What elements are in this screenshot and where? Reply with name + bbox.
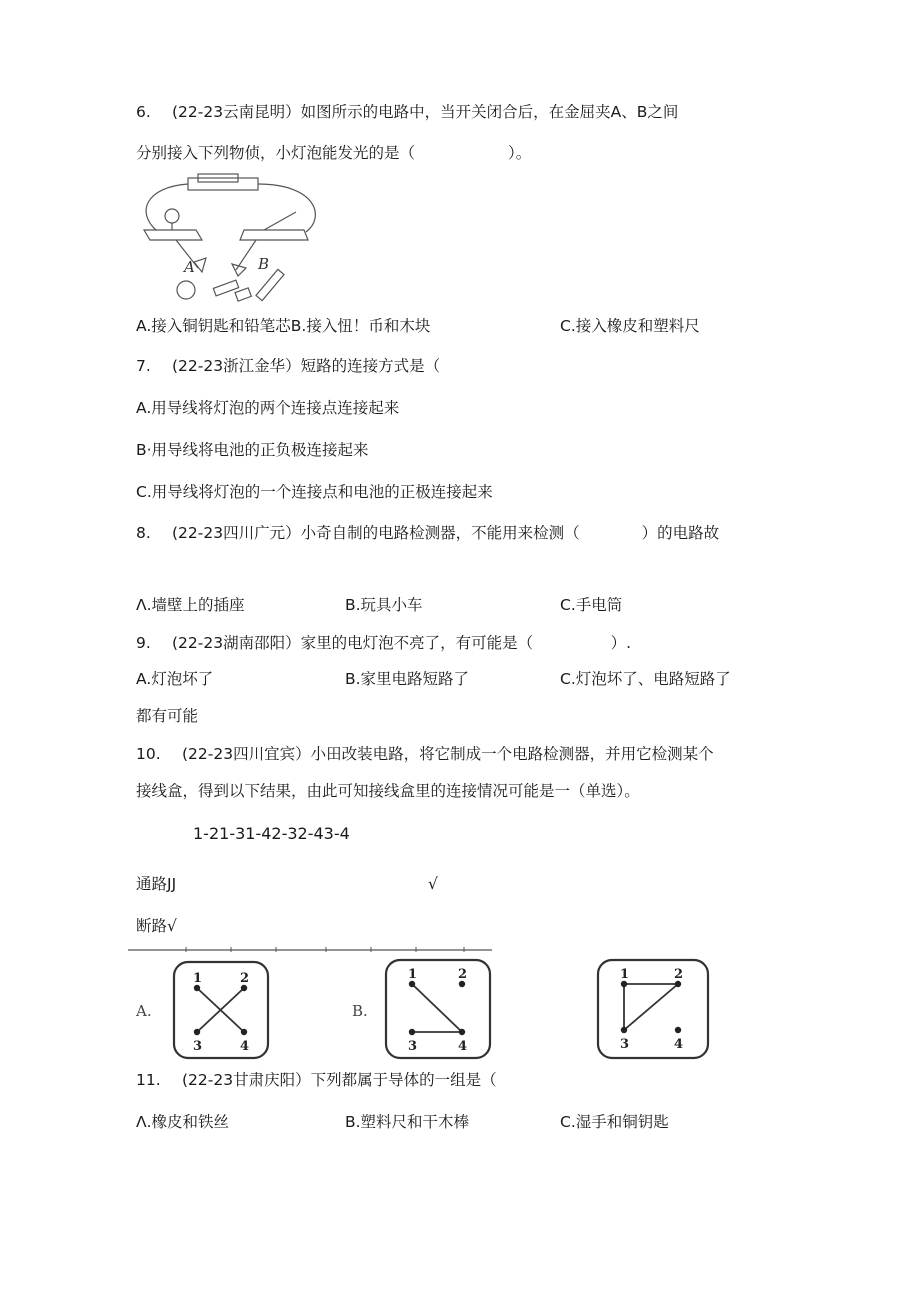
question-10-line-1 — [136, 744, 714, 764]
row-broken-label: 断路√ — [136, 917, 177, 935]
svg-text:4: 4 — [674, 1037, 684, 1052]
svg-text:2: 2 — [240, 971, 250, 986]
option-b: B·用导线将电池的正负极连接起来 — [136, 441, 369, 459]
option-b: B.塑料尺和干木棒 — [345, 1113, 470, 1131]
svg-text:4: 4 — [458, 1039, 468, 1054]
question-8-stem-line — [136, 523, 719, 543]
question-number: 9. — [136, 634, 151, 652]
junction-box-figures — [126, 944, 726, 1066]
option-a-label: A. — [136, 1002, 152, 1020]
row-connected-check: √ — [428, 875, 438, 893]
question-stem: (22-23湖南邵阳）家里的电灯泡不亮了，有可能是（ ）. — [172, 634, 632, 652]
question-number: 8. — [136, 524, 151, 542]
option-a: Λ.橡皮和铁丝 — [136, 1113, 230, 1131]
option-c: C.用导线将灯泡的一个连接点和电池的正极连接起来 — [136, 483, 493, 501]
question-stem: (22-23甘肃庆阳）下列都属于导体的一组是（ — [182, 1071, 497, 1089]
svg-text:4: 4 — [240, 1039, 250, 1054]
clip-a-label: A — [184, 258, 195, 276]
question-6-line-1 — [136, 102, 678, 122]
option-b: B.家里电路短路了 — [345, 670, 470, 688]
option-c: C.手电筒 — [560, 596, 623, 614]
circuit-figure — [136, 172, 336, 307]
row-connected-label: 通路JJ — [136, 875, 177, 893]
question-9-stem-line — [136, 633, 631, 653]
question-stem: (22-23四川宜宾）小田改装电路，将它制成一个电路检测器，并用它检测某个 — [182, 745, 714, 763]
question-number: 11. — [136, 1071, 161, 1089]
question-stem: (22-23浙江金华）短路的连接方式是（ — [172, 357, 441, 375]
bulb-icon — [165, 209, 179, 223]
question-stem: (22-23云南昆明）如图所示的电路中，当开关闭合后，在金屈夹A、B之间 — [172, 103, 679, 121]
test-table-header: 1-21-31-42-32-43-4 — [193, 824, 350, 843]
question-number: 10. — [136, 745, 161, 763]
option-c: C.灯泡坏了、电路短路了 — [560, 670, 731, 688]
svg-text:1: 1 — [408, 967, 418, 982]
question-11-stem-line — [136, 1070, 497, 1090]
coin-icon — [177, 281, 195, 299]
option-c: C.接入橡皮和塑料尺 — [560, 317, 700, 335]
svg-text:3: 3 — [193, 1039, 203, 1054]
question-7-stem-line — [136, 356, 440, 376]
svg-text:2: 2 — [674, 967, 684, 982]
option-b: B.玩具小车 — [345, 596, 423, 614]
svg-text:3: 3 — [408, 1039, 418, 1054]
svg-text:3: 3 — [620, 1037, 630, 1052]
question-6-line-2: 分别接入下列物侦，小灯泡能发光的是（ ）。 — [136, 144, 532, 162]
box-c — [598, 960, 708, 1058]
option-a-b: A.接入铜钥匙和铅笔芯B.接入忸！币和木块 — [136, 317, 431, 335]
option-c-continuation: 都有可能 — [136, 707, 199, 725]
option-b-label: B. — [352, 1002, 368, 1020]
svg-text:1: 1 — [193, 971, 203, 986]
question-stem: (22-23四川广元）小奇自制的电路检测器，不能用来检测（ ）的电路故 — [172, 524, 720, 542]
clip-b-label: B — [258, 255, 270, 273]
option-a: A.用导线将灯泡的两个连接点连接起来 — [136, 399, 400, 417]
option-a: A.灯泡坏了 — [136, 670, 214, 688]
option-a: Λ.墙壁上的插座 — [136, 596, 245, 614]
option-c: C.湿手和铜钥匙 — [560, 1113, 669, 1131]
svg-text:1: 1 — [620, 967, 630, 982]
question-number: 6. — [136, 103, 151, 121]
question-10-line-2: 接线盒，得到以下结果，由此可知接线盒里的连接情况可能是一（单选）。 — [136, 782, 640, 800]
ruler-icon — [256, 269, 284, 300]
question-number: 7. — [136, 357, 151, 375]
svg-text:2: 2 — [458, 967, 468, 982]
